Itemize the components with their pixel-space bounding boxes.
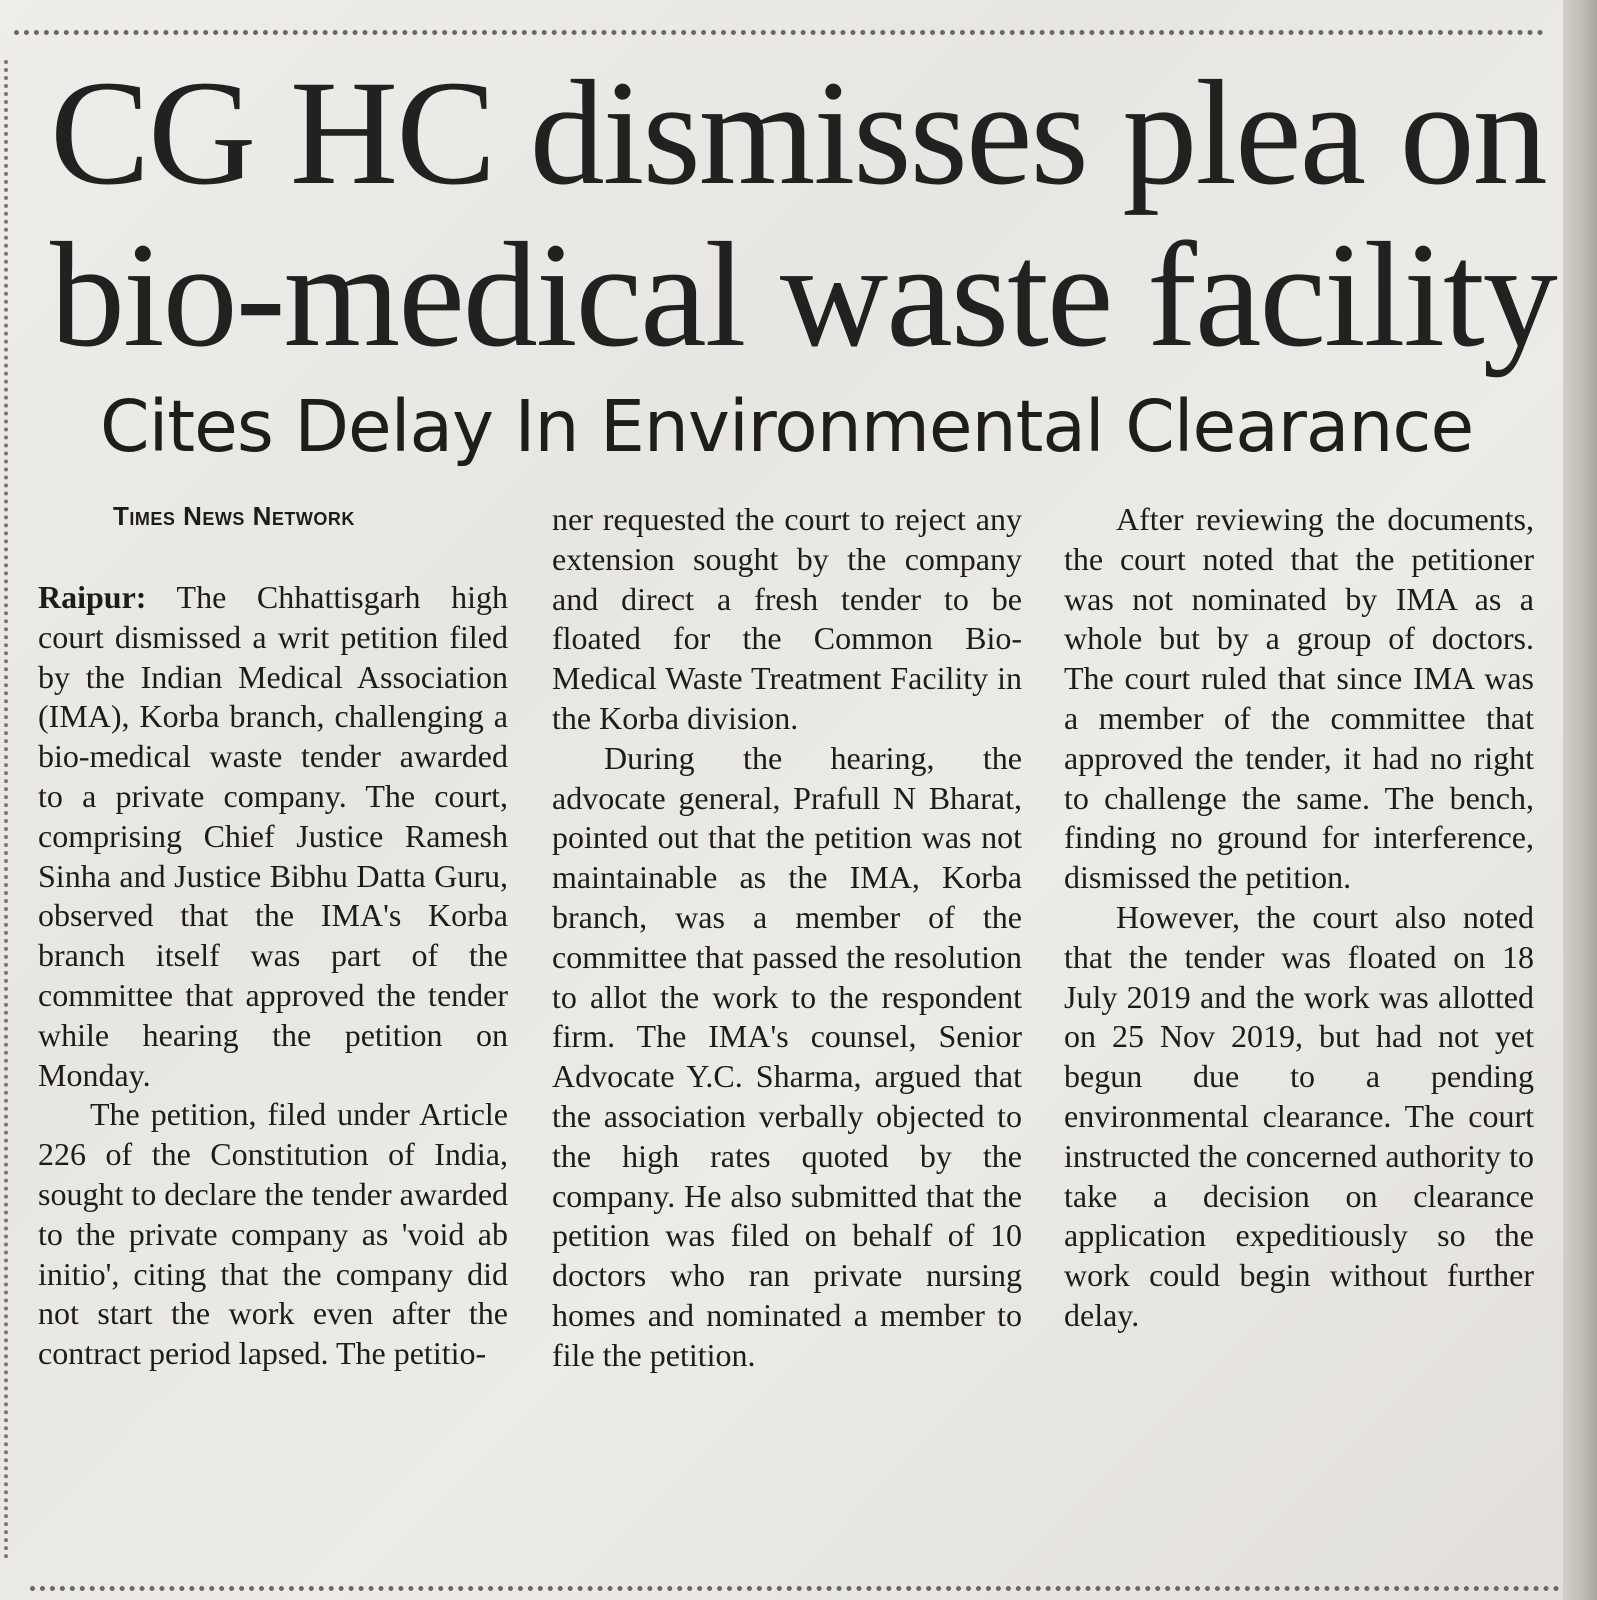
headline-line-1: CG HC dismisses plea on [50,50,1546,216]
article-paragraph-2-part-1: The petition, filed under Article 226 of the Constitution of India, sought to declare the tender awarded to the private company as 'void ab initio', citing that the company did not start the work even after the contract period lapsed. The petitio- [38,1096,509,1372]
article-paragraph-4: After reviewing the documents, the court noted that the petitioner was not nominated by IMA as a whole but by a group of doctors. The court ruled that since IMA was a member of the committee that approved the tender, it had no right to challenge the same. The bench, finding no ground for interference, dismissed the petition. [1064,501,1534,896]
subheadline: Cites Delay In Environmental Clearance [100,385,1474,468]
article-paragraph-1 [38,578,508,1095]
byline: Times News Network [113,501,355,531]
paragraph-1-text: The Chhattisgarh high court dismissed a writ petition filed by the Indian Medical Association (IMA), Korba branch, challenging a bio-medical waste tender awarded to a private company. The court, comprising Chief Justice Ramesh Sinha and Justice Bibhu Datta Guru, observed that the IMA's Korba branch itself was part of the committee that approved the tender while hearing the petition on Monday. [38,579,509,1093]
dateline: Raipur: [38,579,147,615]
dotted-border-left [4,60,8,1560]
article-paragraph-3: During the hearing, the advocate general, Prafull N Bharat, pointed out that the petition was not maintainable as the IMA, Korba branch, was a member of the committee that passed the resolution to allot the work to the respondent firm. The IMA's counsel, Senior Advocate Y.C. Sharma, argued that the association verbally objected to the high rates quoted by the company. He also submitted that the petition was filed on behalf of 10 doctors who ran private nursing homes and nominated a member to file the petition. [552,739,1022,1373]
article-column-3 [1064,500,1534,1336]
dotted-border-top [14,30,1544,35]
headline [50,50,1556,378]
article-column-1 [38,500,508,1374]
article-column-2 [552,500,1022,1376]
headline-line-2: bio-medical waste facility [50,212,1556,378]
page-edge-shadow [1563,0,1597,1600]
article-paragraph-2-part-2: ner requested the court to reject any extension sought by the company and direct a fresh tender to be floated for the Common Bio-Medical Waste Treatment Facility in the Korba division. [552,501,1022,736]
article-paragraph-5: However, the court also noted that the tender was floated on 18 July 2019 and the work was allotted on 25 Nov 2019, but had not yet begun due to a pending environmental clearance. The court instructed the concerned authority to take a decision on clearance application expeditiously so the work could begin without further delay. [1064,898,1534,1333]
dotted-border-bottom [30,1586,1570,1591]
